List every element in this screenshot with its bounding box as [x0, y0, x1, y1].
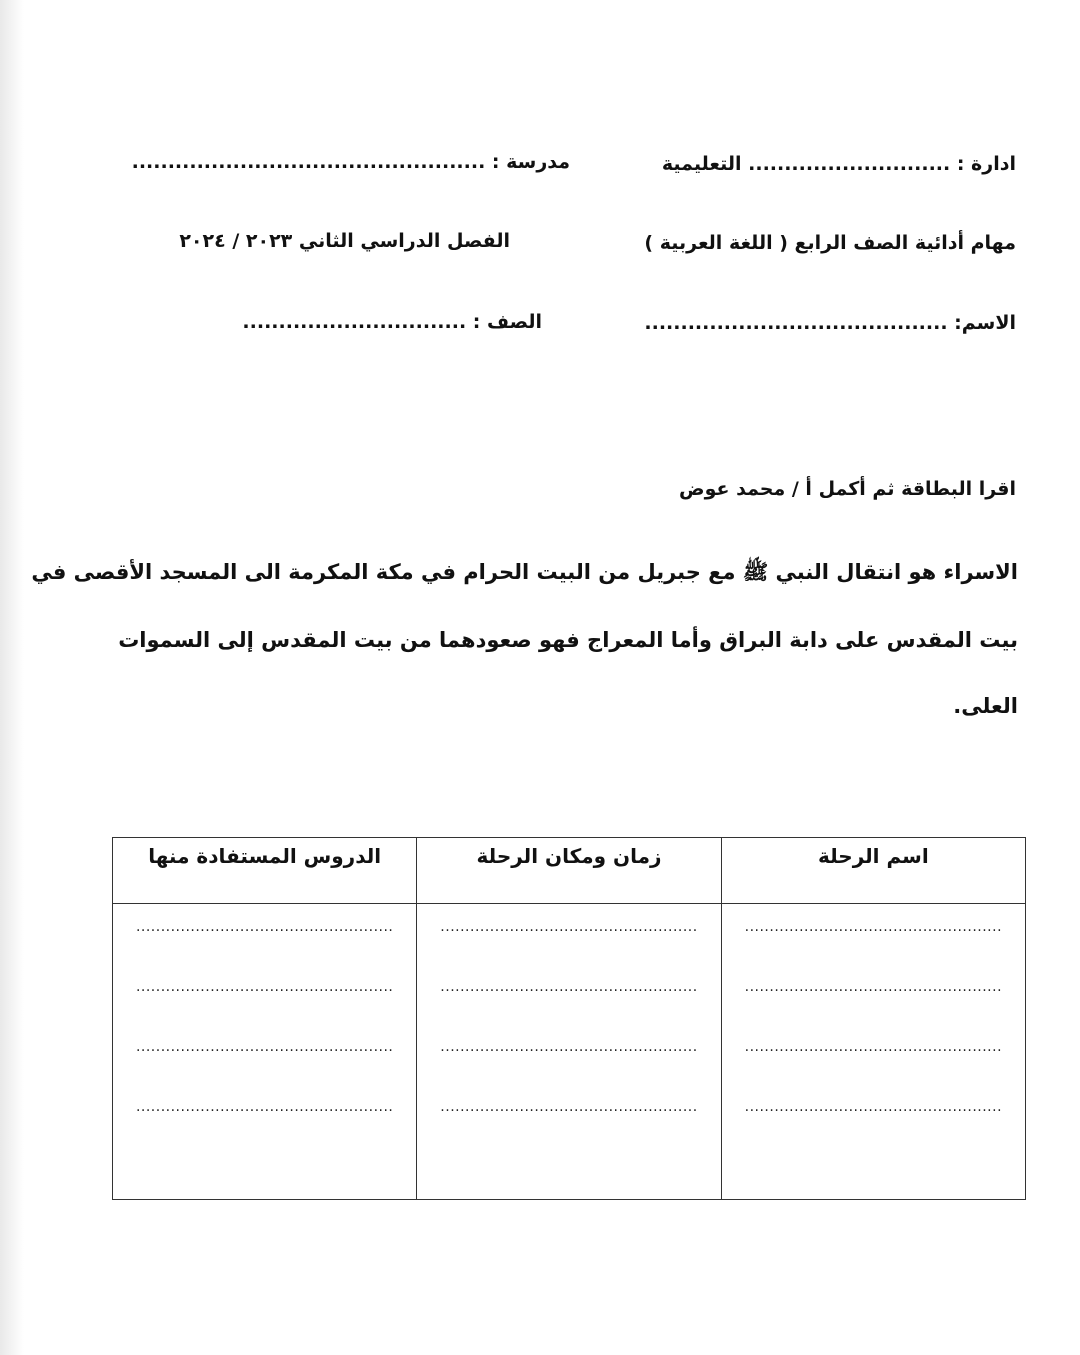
dotted-answer-line: ....................................................	[440, 1040, 698, 1055]
dotted-answer-line: ....................................................	[744, 1100, 1003, 1115]
worksheet-page	[24, 0, 1080, 1355]
instruction-text: اقرا البطاقة ثم أكمل أ / محمد عوض	[679, 478, 1016, 500]
term-label: الفصل الدراسي الثاني ٢٠٢٣ / ٢٠٢٤	[179, 230, 510, 252]
dotted-answer-line: ....................................................	[744, 920, 1003, 935]
answer-cell-trip-name[interactable]	[721, 904, 1025, 1200]
passage-line-1: الاسراء هو انتقال النبي ﷺ مع جبريل من البيت الحرام في مكة المكرمة الى المسجد الأقصى في	[31, 560, 1018, 584]
dotted-answer-line: ....................................................	[135, 920, 394, 935]
passage-line-2: بيت المقدس على دابة البراق وأما المعراج فهو صعودهما من بيت المقدس إلى السموات	[118, 628, 1018, 652]
answer-cell-lessons[interactable]	[113, 904, 417, 1200]
student-name-field: الاسم: ..........................................	[644, 312, 1016, 334]
dotted-answer-line: ....................................................	[744, 980, 1003, 995]
header-trip-name: اسم الرحلة	[721, 838, 1025, 904]
dotted-answer-line: ....................................................	[135, 980, 394, 995]
dotted-answer-line: ....................................................	[135, 1100, 394, 1115]
dotted-answer-line: ....................................................	[135, 1040, 394, 1055]
directorate-field: ادارة : ............................ التعليمية	[661, 153, 1016, 175]
dotted-answer-line: ....................................................	[440, 920, 698, 935]
header-lessons: الدروس المستفادة منها	[113, 838, 417, 904]
dotted-answer-line: ....................................................	[440, 980, 698, 995]
table-header-row	[113, 838, 1026, 904]
answer-table	[112, 837, 1026, 1200]
class-field: الصف : ...............................	[242, 311, 542, 333]
passage-line-3: العلى.	[953, 694, 1018, 718]
dotted-answer-line: ....................................................	[440, 1100, 698, 1115]
answer-cell-time-place[interactable]	[417, 904, 721, 1200]
school-field: مدرسة : .................................................	[131, 151, 570, 173]
dotted-answer-line: ....................................................	[744, 1040, 1003, 1055]
header-time-place: زمان ومكان الرحلة	[417, 838, 721, 904]
page-edge-shadow	[0, 0, 24, 1355]
table-answer-row	[113, 904, 1026, 1200]
worksheet-title: مهام أدائية الصف الرابع ( اللغة العربية )	[644, 232, 1016, 254]
